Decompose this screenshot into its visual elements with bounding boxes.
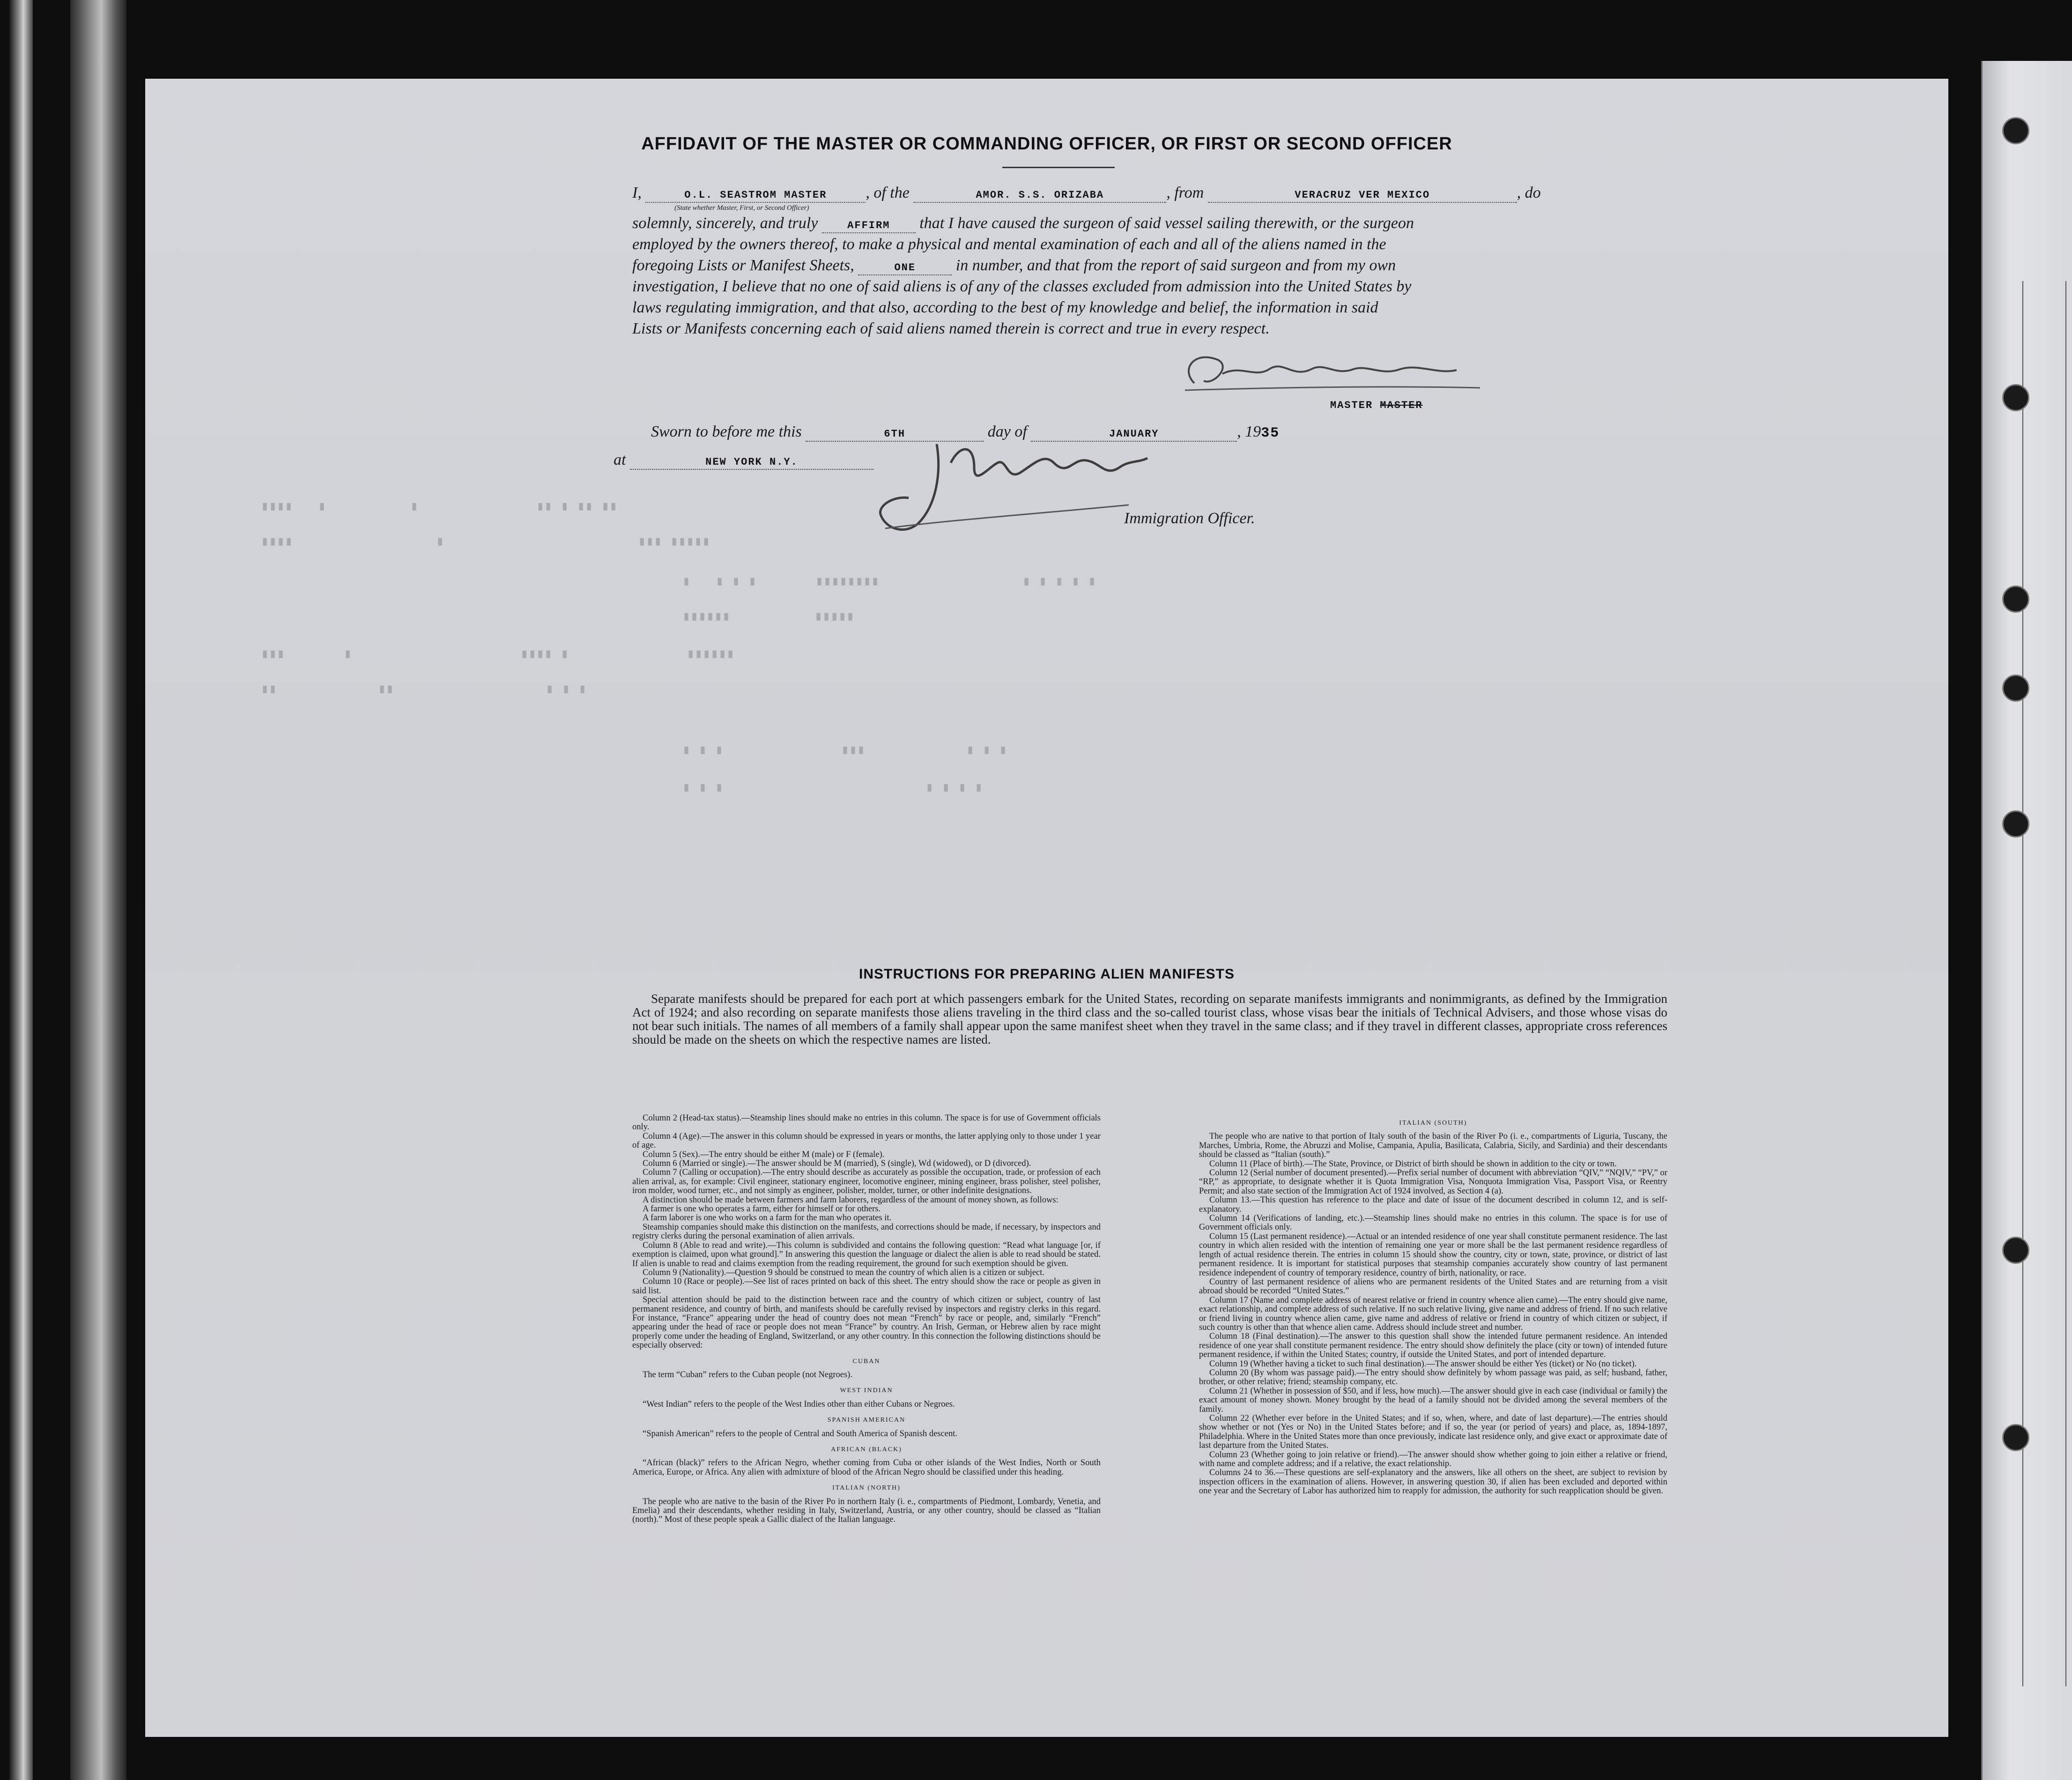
instruction-paragraph: Column 15 (Last permanent residence).—Actual or an intended residence of one year shall constitute permanent residence. The last country in which alien resided with the intention of remaining one year or more shall be the last permanent residence regardless of length of actual residence therein. The entries in column 15 should show the country, city or town, state, province, or district of last permanent residence. It is important for statistical purposes that steamship companies accurately show country of last permanent residence independent of country of temporary residence, country of birth, nationality, or race. (1199, 1231, 1667, 1278)
bleed-through-row: ▮▮▮▮ ▮ ▮ ▮▮ ▮ ▮▮ ▮▮ (262, 502, 619, 512)
affidavit-page (145, 79, 1948, 1737)
affidavit-title: AFFIDAVIT OF THE MASTER OR COMMANDING OFFICER, OR FIRST OR SECOND OFFICER (641, 134, 1452, 154)
instruction-paragraph: The people who are native to that portion of Italy south of the basin of the River Po (i. e., compartments of Liguria, Tuscany, the Marches, Umbria, Rome, the Abruzzi and Molise, Campania, Apulia, Basilicata, Calabria, Sicily, and Sardinia) and their descendants should be classed as “Italian (south).” (1199, 1132, 1667, 1160)
punch-hole (2002, 675, 2029, 702)
instruction-paragraph: Column 20 (By whom was passage paid).—The entry should show definitely by whom passage was paid, as self; husband, father, brother, or other relative; friend; steamship company, etc. (1199, 1368, 1667, 1387)
instruction-paragraph: Column 8 (Able to read and write).—This column is subdivided and contains the following question: “Read what language [or, if exemption is claimed, upon what ground].” In answering this question the language or dialect the alien is able to read should be stated. If alien is unable to read and claims exemption from the reading requirement, the ground for such exemption should be given. (632, 1240, 1101, 1268)
affidavit-line-2 (632, 215, 1414, 233)
port-value: VERACRUZ VER MEXICO (1295, 189, 1430, 201)
vessel-field (913, 184, 1166, 203)
bleed-through-row: ▮▮▮ ▮ ▮▮▮▮ ▮ ▮▮▮▮▮▮ (262, 649, 736, 660)
section-text-spanish-american: “Spanish American” refers to the people of Central and South America of Spanish descent. (643, 1429, 957, 1439)
punch-hole (2002, 810, 2029, 838)
affidavit-line-4 (632, 257, 1396, 275)
scan-edge-strip (9, 0, 33, 1780)
instruction-paragraph: Column 5 (Sex).—The entry should be either M (male) or F (female). (643, 1150, 885, 1159)
officer-hint: (State whether Master, First, or Second Officer) (674, 204, 809, 212)
section-heading-spanish-american: SPANISH AMERICAN (827, 1417, 906, 1424)
instruction-paragraph: Country of last permanent residence of aliens who are permanent residents of the United States and are returning from a visit abroad should be recorded “United States.” (1199, 1277, 1667, 1296)
section-text-african: “African (black)” refers to the African Negro, whether coming from Cuba or other islands of the West Indies, North or South America, Europe, or Africa. Any alien with admixture of blood of the African Negro should be classified under this heading. (632, 1458, 1101, 1477)
vessel-value: AMOR. S.S. ORIZABA (976, 189, 1104, 201)
instruction-paragraph: A farm laborer is one who works on a farm for the man who operates it. (643, 1213, 892, 1223)
instruction-paragraph: Steamship companies should make this distinction on the manifests, and corrections should be made, if necessary, by inspectors and registry clerks during the personal examination of alien arrivals. (632, 1222, 1101, 1241)
instruction-paragraph: Column 6 (Married or single).—The answer should be M (married), S (single), Wd (widowed), or D (divorced). (643, 1159, 1031, 1169)
count-value: ONE (894, 262, 916, 274)
instructions-right-column (1199, 1119, 1667, 1496)
text-of-the: , of the (866, 184, 910, 201)
affidavit-line-3: employed by the owners thereof, to make a physical and mental examination of each and all of the aliens named in the (632, 236, 1386, 253)
sworn-day-of: day of (987, 423, 1027, 440)
instruction-paragraph: Column 14 (Verifications of landing, etc.).—Steamship lines should make no entries in this column. The space is for use of Government officials only. (1199, 1214, 1667, 1232)
count-field (858, 257, 952, 275)
sworn-place-value: NEW YORK N.Y. (705, 456, 798, 468)
affidavit-line-1 (632, 184, 1541, 203)
section-heading-west-indian: WEST INDIAN (840, 1387, 893, 1394)
instruction-paragraph: Column 13.—This question has reference to the place and date of issue of the document described in column 12, and is self-explanatory. (1199, 1195, 1667, 1214)
section-heading-cuban: CUBAN (852, 1357, 881, 1365)
bleed-through-row: ▮▮▮▮▮▮ ▮▮▮▮▮ (684, 612, 856, 623)
instruction-paragraph: Column 18 (Final destination).—The answer to this question shall show the intended future permanent residence. An intended residence of one year shall constitute permanent residence. The entry should show definitely the place (city or town) of intended future permanent residence, if within the United States; country, if outside the United States, and port of intended departure. (1199, 1332, 1667, 1360)
instruction-paragraph: Column 4 (Age).—The answer in this column should be expressed in years or months, the latter applying only to those under 1 year of age. (632, 1131, 1101, 1150)
oath-field (822, 215, 916, 233)
sworn-month-value: JANUARY (1109, 428, 1159, 440)
text-do: , do (1517, 184, 1541, 201)
sworn-place-line (614, 451, 873, 470)
sworn-day-value: 6TH (884, 428, 906, 440)
sworn-at: at (614, 451, 626, 468)
punch-hole (2002, 586, 2029, 613)
text-body: that I have caused the surgeon of said vessel sailing therewith, or the surgeon (919, 215, 1414, 232)
punch-hole (2002, 1424, 2029, 1451)
text-prefix: I, (632, 184, 642, 201)
master-signature (1176, 341, 1494, 402)
text-body: in number, and that from the report of said surgeon and from my own (955, 257, 1396, 274)
section-text-italian-north: The people who are native to the basin of the River Po in northern Italy (i. e., compartments of Piedmont, Lombardy, Venetia, and Emelia) and their descendants, whether residing in Italy, Switzerland, Austria, or any other country, should be classed as “Italian (north).” Most of these people speak a Gallic dialect of the Italian language. (632, 1497, 1101, 1525)
instruction-paragraph: Column 21 (Whether in possession of $50, and if less, how much).—The answer should give in each case (individual or family) the exact amount of money shown. Money brought by the head of a family should not be divided among the several members of the family. (1199, 1386, 1667, 1414)
instructions-intro: Separate manifests should be prepared for each port at which passengers embark for the United States, recording on separate manifests immigrants and nonimmigrants, as defined by the Immigration Act of 1924; and also recording on separate manifests those aliens traveling in the third class and the so-called tourist class, whose visas bear the initials of Technical Advisers, and those whose visas do not bear such initials. The names of all members of a family shall appear upon the same manifest sheet when they travel in the same class; and if they travel in different classes, appropriate cross references should be made on the sheets on which the respective names are listed. (632, 992, 1667, 1046)
immigration-officer-signature (866, 435, 1157, 542)
instruction-paragraph: A distinction should be made between farmers and farm laborers, regardless of the amount of money shown, as follows: (643, 1195, 1058, 1205)
section-text-west-indian: “West Indian” refers to the people of the West Indies other than either Cubans or Negroes. (643, 1399, 955, 1409)
scan-edge-strip (70, 0, 126, 1780)
instruction-paragraph: Column 19 (Whether having a ticket to such final destination).—The answer should be either Yes (ticket) or No (no ticket). (1209, 1359, 1637, 1369)
bleed-through-row: ▮ ▮ ▮ ▮ ▮ ▮ ▮ (684, 783, 984, 794)
sworn-year-value: 35 (1261, 425, 1280, 441)
title-rule (1002, 167, 1115, 168)
officer-name-field (645, 184, 866, 203)
immigration-officer-label: Immigration Officer. (1124, 510, 1255, 527)
bleed-through-row: ▮▮▮▮ ▮ ▮▮▮ ▮▮▮▮▮ (262, 537, 712, 548)
section-text-cuban: The term “Cuban” refers to the Cuban people (not Negroes). (643, 1370, 852, 1380)
adjacent-ledger-page (1981, 61, 2072, 1780)
officer-name-value: O.L. SEASTROM MASTER (684, 189, 827, 201)
instruction-paragraph: A farmer is one who operates a farm, either for himself or for others. (643, 1204, 881, 1214)
instruction-paragraph: Columns 24 to 36.—These questions are self-explanatory and the answers, like all others on the sheet, are subject to revision by inspection officers in the examination of aliens. However, in answering question 30, if alien has been excluded and deported within one year and the Secretary of Labor has authorized him to reapply for admission, the authority for such reapplication should be given. (1199, 1468, 1667, 1496)
instruction-paragraph: Column 23 (Whether going to join relative or friend).—The answer should show whether going to join either a relative or friend, with name and complete address; and if a relative, the exact relationship. (1199, 1450, 1667, 1469)
instructions-title: INSTRUCTIONS FOR PREPARING ALIEN MANIFESTS (858, 966, 1235, 982)
instruction-paragraph: Column 17 (Name and complete address of nearest relative or friend in country whence alien came).—The entry should give name, exact relationship, and complete address of such relative. If no such relative living, give name and address of friend. If no such relative or friend living in country whence alien came, give name and address of relative or friend in country of which citizen or subject, if such country is other than that whence alien came. Address should include street and number. (1199, 1295, 1667, 1332)
oath-value: AFFIRM (847, 220, 890, 231)
section-heading-african: AFRICAN (BLACK) (831, 1446, 902, 1453)
affidavit-line-7: Lists or Manifests concerning each of said aliens named therein is correct and true in every respect. (632, 320, 1270, 337)
instruction-paragraph: Column 10 (Race or people).—See list of races printed on back of this sheet. The entry should show the race or people as given in said list. (632, 1277, 1101, 1296)
sworn-year-prefix: , 19 (1237, 423, 1261, 440)
sworn-prefix: Sworn to before me this (651, 423, 802, 440)
section-heading-italian-north: ITALIAN (NORTH) (832, 1484, 901, 1492)
affidavit-line-5: investigation, I believe that no one of said aliens is of any of the classes excluded from admission into the United States by (632, 278, 1412, 295)
instructions-left-column (632, 1114, 1101, 1525)
punch-hole (2002, 384, 2029, 411)
section-heading-italian-south: ITALIAN (SOUTH) (1399, 1120, 1467, 1127)
sworn-place-field (630, 451, 873, 470)
instruction-paragraph: Column 11 (Place of birth).—The State, Province, or District of birth should be shown in addition to the city or town. (1209, 1159, 1617, 1169)
text-from: , from (1166, 184, 1204, 201)
text-prefix: foregoing Lists or Manifest Sheets, (632, 257, 854, 274)
instruction-paragraph: Column 22 (Whether ever before in the United States; and if so, when, where, and date of last departure).—The entries should show whether or not (Yes or No) in the United States before; and if so, the year (or period of years) and place, as, 1894-1897, Philadelphia. Where in the United States more than once previously, indicate last residence only, and give exact or approximate date of last departure from the United States. (1199, 1414, 1667, 1451)
affidavit-line-6: laws regulating immigration, and that also, according to the best of my knowledge and belief, the information in said (632, 299, 1378, 316)
signer-title-struck: MASTER (1380, 400, 1423, 411)
instruction-paragraph: Special attention should be paid to the distinction between race and the country of which citizen or subject, country of last permanent residence, and country of birth, and manifests should be carefully revised by inspectors and registry clerks in this regard. For instance, “France” appearing under the head of country does not mean “French” by race or people, and, similarly “French” appearing under the head of race or people does not mean “France” by country. An Irish, German, or Hebrew alien by race might properly come under the heading of England, Switzerland, or any other country. In this connection the following distinctions should be especially observed: (632, 1295, 1101, 1350)
bleed-through-row: ▮ ▮ ▮ ▮▮▮ ▮ ▮ ▮ (684, 745, 1009, 756)
bleed-through-row: ▮▮ ▮▮ ▮ ▮ ▮ (262, 684, 588, 695)
instruction-paragraph: Column 9 (Nationality).—Question 9 should be construed to mean the country of which alien is a citizen or subject. (643, 1268, 1045, 1277)
instruction-paragraph: Column 7 (Calling or occupation).—The entry should describe as accurately as possible the occupation, trade, or profession of each alien arrival, as, for example: Civil engineer, stationary engineer, locomotive engineer, mining engineer, brass polisher, steel polisher, iron molder, wood turner, etc., and not simply as engineer, polisher, molder, turner, or other indefinite designations. (632, 1168, 1101, 1196)
ledger-rule (2022, 281, 2024, 1686)
bleed-through-row: ▮ ▮ ▮ ▮ ▮▮▮▮▮▮▮▮ ▮ ▮ ▮ ▮ ▮ (684, 577, 1098, 587)
port-field (1208, 184, 1517, 203)
instruction-paragraph: Column 2 (Head-tax status).—Steamship lines should make no entries in this column. The space is for use of Government officials only. (632, 1113, 1101, 1132)
instruction-paragraph: Column 12 (Serial number of document presented).—Prefix serial number of document with abbreviation “QIV,” “NQIV,” “PV,” or “RP,” as appropriate, to designate whether it is Quota Immigration Visa, Nonquota Immigration Visa, Passport Visa, or Reentry Permit; and also state section of the Immigration Act of 1924 involved, as Section 4 (a). (1199, 1168, 1667, 1196)
text-prefix: solemnly, sincerely, and truly (632, 215, 818, 232)
signer-title-master: MASTER (1330, 400, 1373, 411)
signer-title (1330, 400, 1423, 411)
punch-hole (2002, 1237, 2029, 1264)
punch-hole (2002, 117, 2029, 144)
ledger-rule (2065, 281, 2067, 1686)
